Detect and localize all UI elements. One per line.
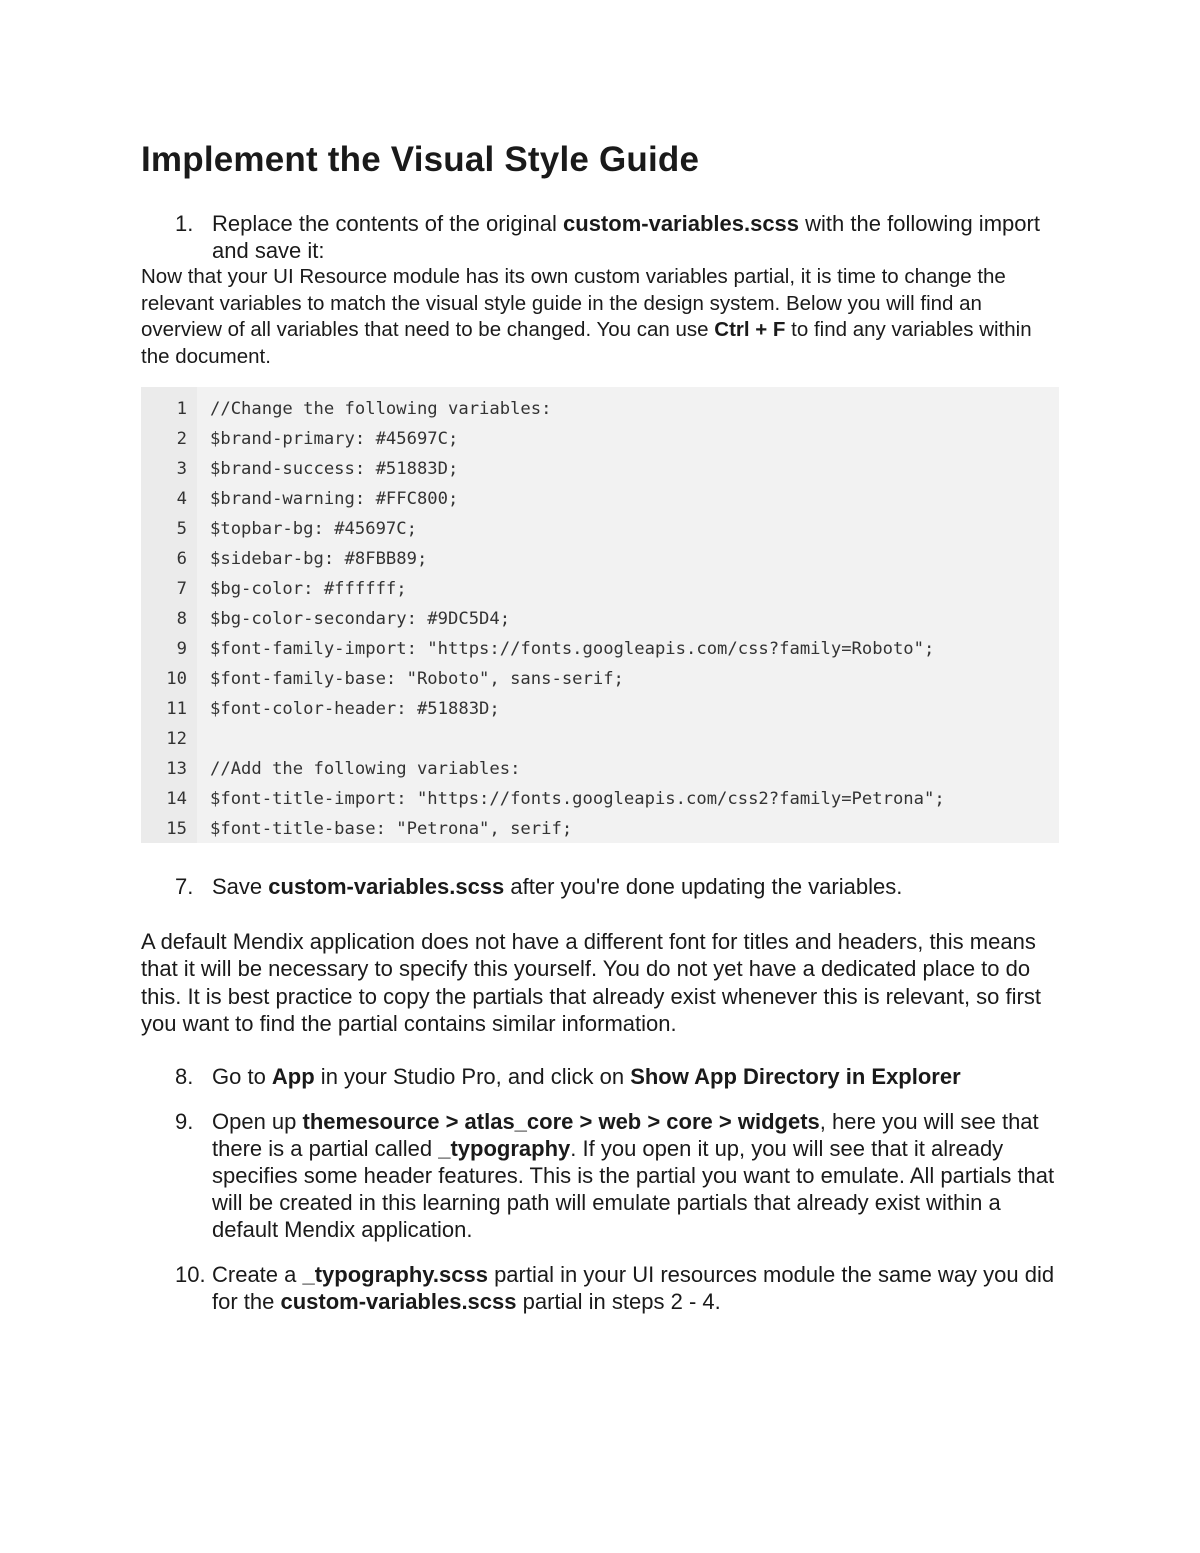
list-item-step-7: [141, 873, 1059, 900]
list-item-step-9: [141, 1108, 1059, 1243]
menu-item-name: Show App Directory in Explorer: [630, 1064, 961, 1089]
line-number: 10: [166, 669, 187, 689]
list-number: 10.: [175, 1262, 206, 1287]
partial-name: _typography: [438, 1136, 571, 1161]
list-item-step-8: [141, 1063, 1059, 1090]
line-number: 11: [166, 699, 187, 719]
list-item-step-1: [141, 210, 1059, 264]
code-line: [141, 664, 1059, 694]
list-item-step-10: [141, 1261, 1059, 1315]
list-item-text: Replace the contents of the original custom-variables.scss with the following import and save it:: [212, 211, 1040, 263]
code-text: $font-family-import: "https://fonts.googleapis.com/css?family=Roboto";: [210, 639, 935, 659]
list-item-text: Create a _typography.scss partial in your UI resources module the same way you did for the custom-variables.scss partial in steps 2 - 4.: [212, 1262, 1055, 1314]
code-text: $font-title-import: "https://fonts.googleapis.com/css2?family=Petrona";: [210, 789, 945, 809]
list-number: 9.: [175, 1109, 194, 1134]
line-number: 1: [176, 399, 187, 419]
page-title: Implement the Visual Style Guide: [141, 140, 700, 179]
code-line: [141, 514, 1059, 544]
file-name: custom-variables.scss: [280, 1289, 517, 1314]
code-line: [141, 454, 1059, 484]
code-text: $brand-primary: #45697C;: [210, 429, 459, 449]
code-line: [141, 544, 1059, 574]
code-line: [141, 574, 1059, 604]
code-line: [141, 424, 1059, 454]
file-name: custom-variables.scss: [268, 874, 505, 899]
shortcut-text: Ctrl + F: [714, 318, 786, 342]
code-line: [141, 724, 1059, 754]
line-number: 7: [176, 579, 187, 599]
line-number: 14: [166, 789, 187, 809]
code-line: [141, 604, 1059, 634]
code-text: //Add the following variables:: [210, 759, 521, 779]
list-item-text: Go to App in your Studio Pro, and click on Show App Directory in Explorer: [212, 1064, 961, 1089]
line-number: 3: [176, 459, 187, 479]
line-number: 4: [176, 489, 187, 509]
code-text: $bg-color-secondary: #9DC5D4;: [210, 609, 511, 629]
code-line: [141, 394, 1059, 424]
line-number: 2: [176, 429, 187, 449]
code-text: $sidebar-bg: #8FBB89;: [210, 549, 428, 569]
line-number: 9: [176, 639, 187, 659]
code-text: //Change the following variables:: [210, 399, 552, 419]
code-line: [141, 484, 1059, 514]
folder-path: themesource > atlas_core > web > core > widgets: [302, 1109, 820, 1134]
line-number: 15: [166, 819, 187, 839]
list-number: 7.: [175, 874, 194, 899]
code-text: $bg-color: #ffffff;: [210, 579, 407, 599]
code-line: [141, 754, 1059, 784]
code-text: $font-title-base: "Petrona", serif;: [210, 819, 573, 839]
list-number: 8.: [175, 1064, 194, 1089]
list-number: 1.: [175, 211, 194, 236]
code-text: $font-family-base: "Roboto", sans-serif;: [210, 669, 624, 689]
code-block: [141, 387, 1059, 843]
line-number: 12: [166, 729, 187, 749]
code-line: [141, 634, 1059, 664]
line-number: 8: [176, 609, 187, 629]
code-text: $topbar-bg: #45697C;: [210, 519, 417, 539]
code-text: $font-color-header: #51883D;: [210, 699, 500, 719]
line-number: 5: [176, 519, 187, 539]
code-line: [141, 694, 1059, 724]
list-item-text: Open up themesource > atlas_core > web > core > widgets, here you will see that there is a partial called _typography. If you open it up, you will see that it already specifies some header features. This is the partial you want to emulate. All partials that will be created in this learning path will emulate partials that already exist within a default Mendix application.: [212, 1109, 1055, 1242]
file-name: _typography.scss: [302, 1262, 488, 1287]
code-text: $brand-success: #51883D;: [210, 459, 459, 479]
file-name: custom-variables.scss: [563, 211, 800, 236]
menu-name: App: [271, 1064, 315, 1089]
code-line: [141, 814, 1059, 844]
line-number: 6: [176, 549, 187, 569]
mendix-paragraph: A default Mendix application does not have a different font for titles and headers, this means that it will be necessary to specify this yourself. You do not yet have a dedicated place to do this. It is best practice to copy the partials that already exist whenever this is relevant, so first you want to find the partial contains similar information.: [141, 929, 1041, 1036]
code-line: [141, 784, 1059, 814]
code-text: $brand-warning: #FFC800;: [210, 489, 459, 509]
intro-paragraph: Now that your UI Resource module has its own custom variables partial, it is time to change the relevant variables to match the visual style guide in the design system. Below you will find an overview of all variables that need to be changed. You can use Ctrl + F to find any variables within the document.: [141, 265, 1032, 368]
line-number: 13: [166, 759, 187, 779]
list-item-text: Save custom-variables.scss after you're done updating the variables.: [212, 874, 903, 899]
